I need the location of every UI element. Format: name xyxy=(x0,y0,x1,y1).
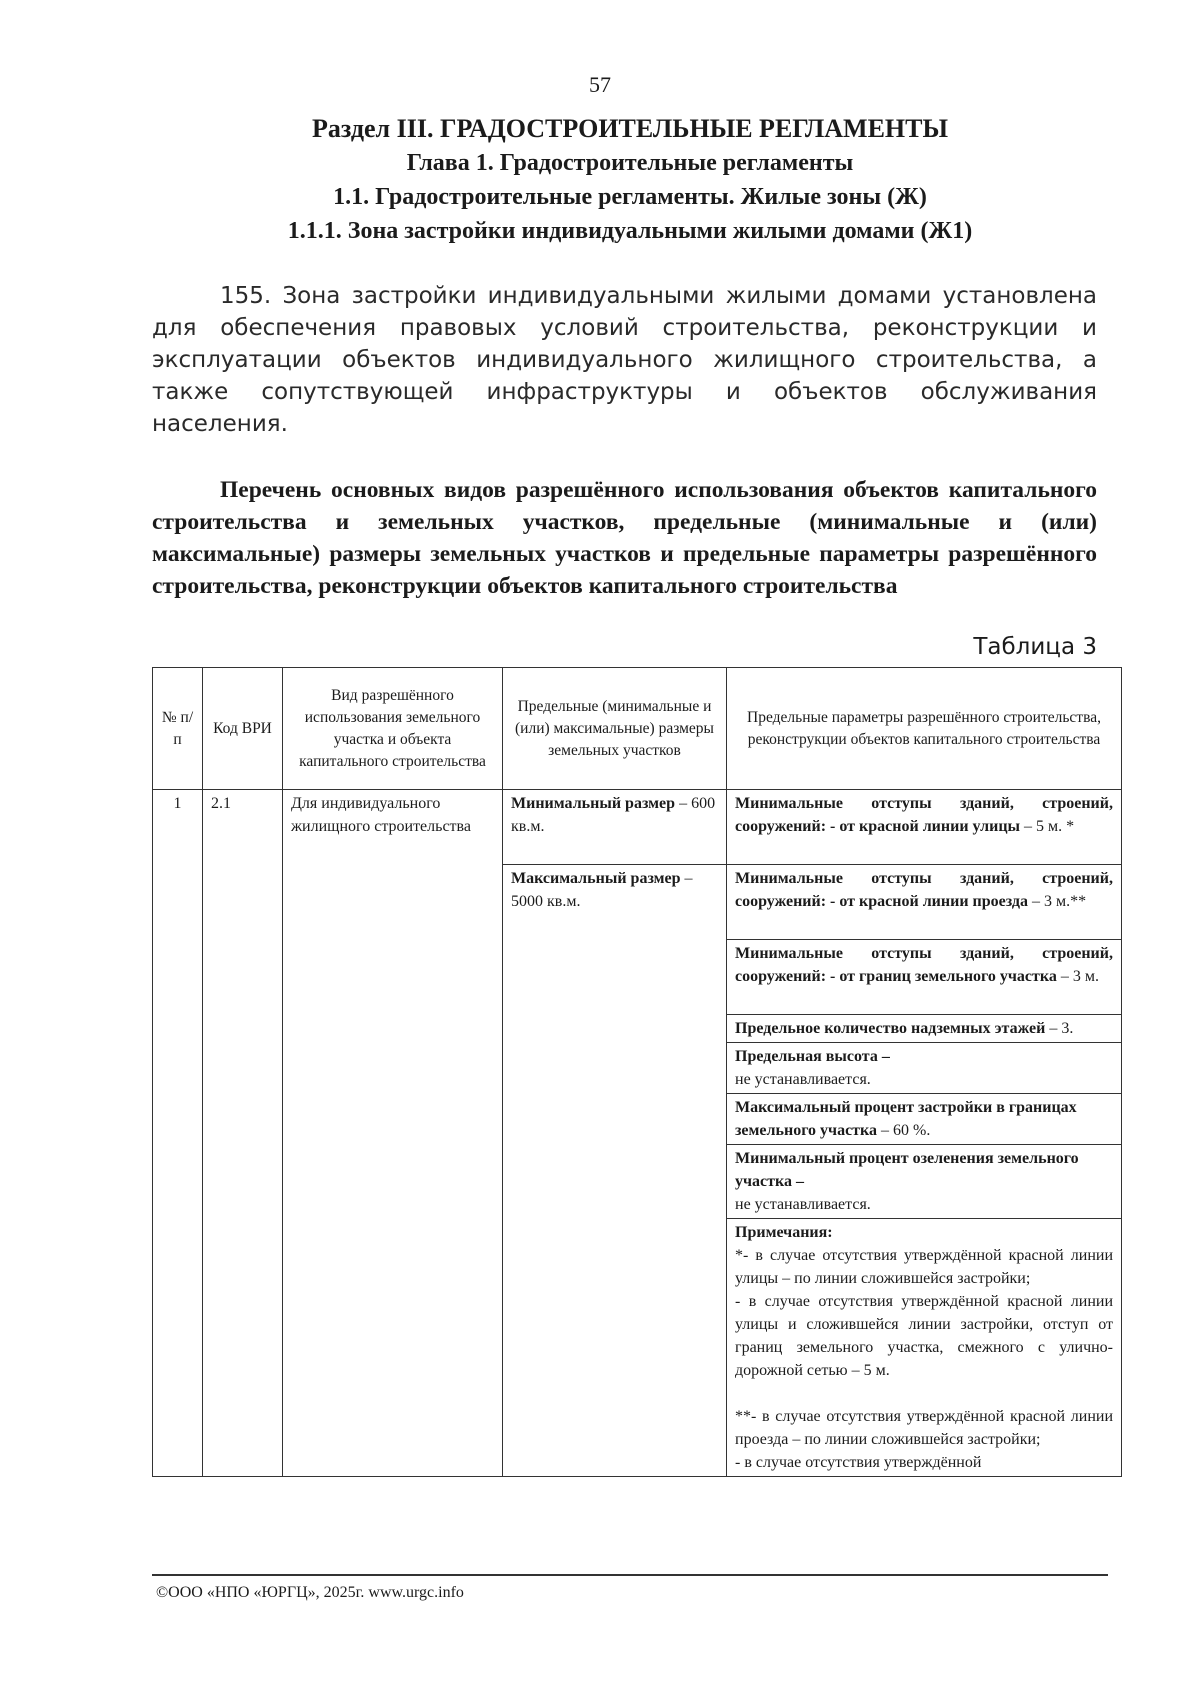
section-title: Раздел III. ГРАДОСТРОИТЕЛЬНЫЕ РЕГЛАМЕНТЫ xyxy=(311,114,949,143)
cell-param-floors xyxy=(727,1015,1122,1043)
note-4: - в случае отсутствия утверждённой xyxy=(735,1454,982,1471)
param-6-label: Максимальный процент застройки в границах земельного участка xyxy=(735,1099,1077,1139)
param-7-label: Минимальный процент озеленения земельного участка – xyxy=(735,1150,1079,1190)
cell-code: 2.1 xyxy=(203,790,283,1477)
table-header-row xyxy=(153,668,1122,790)
cell-notes xyxy=(727,1219,1122,1477)
zone-description-paragraph: 155. Зона застройки индивидуальными жилыми домами установлена для обеспечения правовых условий строительства, реконструкции и эксплуатации объектов индивидуального жилищного строительства, а также сопутствующей инфраструктуры и объектов обслуживания населения. xyxy=(152,283,1097,437)
param-7-value: не устанавливается. xyxy=(735,1196,871,1213)
note-1: *- в случае отсутствия утверждённой красной линии улицы – по линии сложившейся застройки; xyxy=(735,1247,1113,1287)
footer-copyright: ©ООО «НПО «ЮРГЦ», 2025г. www.urgc.info xyxy=(156,1584,464,1601)
cell-min-size xyxy=(503,790,727,865)
header-code: Код ВРИ xyxy=(203,668,283,790)
header-num: № п/п xyxy=(153,668,203,790)
cell-use: Для индивидуального жилищного строительства xyxy=(283,790,503,1477)
page-number: 57 xyxy=(589,72,611,97)
param-4-value: – 3. xyxy=(1045,1020,1074,1037)
max-size-value: – 5000 кв.м. xyxy=(511,870,693,910)
max-size-label: Максимальный размер xyxy=(511,870,681,887)
note-2: - в случае отсутствия утверждённой красной линии улицы и сложившейся линии застройки, отступ от границ земельного участка, смежного с улично-дорожной сетью – 5 м. xyxy=(735,1293,1113,1379)
param-1-label: Минимальные отступы зданий, строений, сооружений: - от красной линии улицы xyxy=(735,795,1113,835)
notes-title: Примечания: xyxy=(735,1224,833,1241)
cell-param-greening xyxy=(727,1145,1122,1219)
min-size-label: Минимальный размер xyxy=(511,795,676,812)
table-label: Таблица 3 xyxy=(973,634,1097,660)
param-3-value: – 3 м. xyxy=(1056,968,1099,985)
subsection-title: 1.1. Градостроительные регламенты. Жилые зоны (Ж) xyxy=(333,184,927,210)
cell-param-plot-borders xyxy=(727,940,1122,1015)
cell-max-size xyxy=(503,865,727,1477)
param-5-value: не устанавливается. xyxy=(735,1071,871,1088)
param-4-label: Предельное количество надземных этажей xyxy=(735,1020,1046,1037)
param-3-label: Минимальные отступы зданий, строений, сооружений: - от границ земельного участка xyxy=(735,945,1113,985)
header-use: Вид разрешённого использования земельного участка и объекта капитального строительства xyxy=(283,668,503,790)
param-6-value: – 60 %. xyxy=(877,1122,931,1139)
param-5-label: Предельная высота – xyxy=(735,1048,890,1065)
cell-param-red-line-driveway xyxy=(727,865,1122,940)
cell-param-red-line-street xyxy=(727,790,1122,865)
param-1-value: – 5 м. * xyxy=(1020,818,1075,835)
heading-block xyxy=(150,112,1110,248)
table-row xyxy=(153,790,1122,865)
regulations-table xyxy=(152,667,1122,1477)
header-params: Предельные параметры разрешённого строительства, реконструкции объектов капитального строительства xyxy=(727,668,1122,790)
param-2-value: – 3 м.** xyxy=(1028,893,1087,910)
min-size-value: – 600 кв.м. xyxy=(511,795,716,835)
zone-title: 1.1.1. Зона застройки индивидуальными жилыми домами (Ж1) xyxy=(287,218,973,244)
cell-param-height xyxy=(727,1043,1122,1094)
footer-divider xyxy=(152,1574,1108,1576)
note-3: **- в случае отсутствия утверждённой красной линии проезда – по линии сложившейся застройки; xyxy=(735,1408,1113,1448)
cell-num: 1 xyxy=(153,790,203,1477)
chapter-title: Глава 1. Градостроительные регламенты xyxy=(406,150,854,176)
list-title: Перечень основных видов разрешённого использования объектов капитального строительства и земельных участков, предельные (минимальные и (или) максимальные) размеры земельных участков и предельные параметры разрешённого строительства, реконструкции объектов капитального строительства xyxy=(152,477,1097,599)
header-size: Предельные (минимальные и (или) максимальные) размеры земельных участков xyxy=(503,668,727,790)
cell-param-coverage xyxy=(727,1094,1122,1145)
param-2-label: Минимальные отступы зданий, строений, сооружений: - от красной линии проезда xyxy=(735,870,1113,910)
